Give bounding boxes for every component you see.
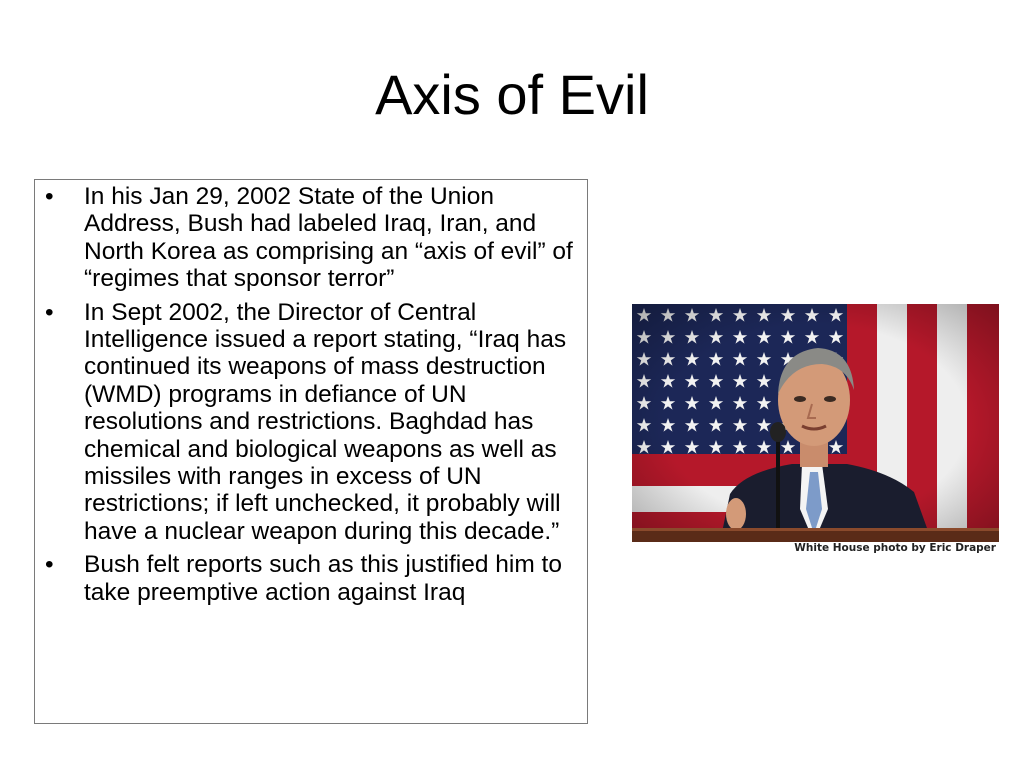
photo-illustration	[632, 304, 999, 542]
bullet-text-box	[34, 179, 588, 724]
bullet-item	[43, 551, 577, 606]
bullet-text: Bush felt reports such as this justified him to take preemptive action against Iraq	[84, 551, 562, 606]
bullet-marker: •	[45, 183, 54, 210]
bullet-item	[43, 299, 577, 546]
bullet-list	[43, 183, 577, 606]
bullet-text: In Sept 2002, the Director of Central Intelligence issued a report stating, “Iraq has continued its weapons of mass destruction (WMD) programs in defiance of UN resolutions and restrictions. Baghdad has chemical and biological weapons as well as missiles with ranges in excess of UN restrictions; if left unchecked, it probably will have a nuclear weapon during this decade.”	[84, 298, 567, 545]
bullet-marker: •	[45, 551, 54, 579]
bullet-item	[43, 183, 577, 293]
photo-credit: White House photo by Eric Draper	[794, 542, 996, 554]
slide-title: Axis of Evil	[375, 63, 649, 126]
bullet-marker: •	[45, 298, 54, 326]
bullet-text: In his Jan 29, 2002 State of the Union Address, Bush had labeled Iraq, Iran, and North Korea as comprising an “axis of evil” of “regimes that sponsor terror”	[84, 183, 573, 293]
speech-photo	[632, 304, 999, 542]
